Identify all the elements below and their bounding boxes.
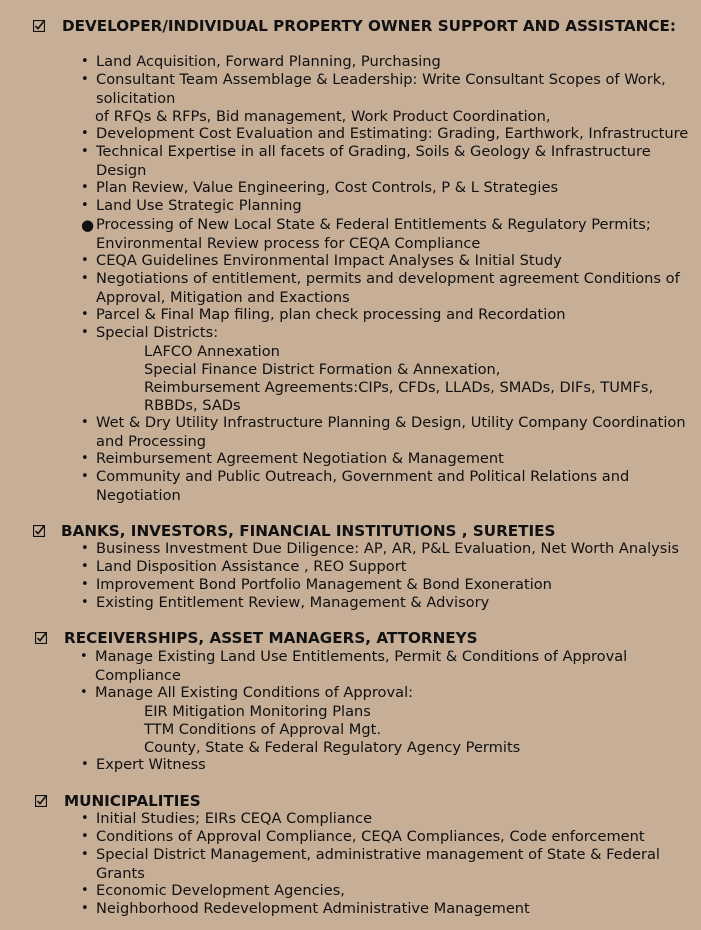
list-item-continuation: Grants	[96, 865, 145, 882]
list-item: Special Districts:	[96, 324, 219, 341]
bullet: •	[81, 253, 89, 268]
sub-item: TTM Conditions of Approval Mgt.	[144, 721, 381, 738]
bullet: •	[81, 451, 89, 466]
bullet: •	[81, 180, 89, 195]
list-item: Economic Development Agencies,	[96, 882, 345, 899]
bullet: •	[81, 559, 89, 574]
section-heading-developer: DEVELOPER/INDIVIDUAL PROPERTY OWNER SUPPORT AND ASSISTANCE:	[62, 17, 676, 35]
list-item-continuation: Approval, Mitigation and Exactions	[96, 289, 350, 306]
list-item: Land Acquisition, Forward Planning, Purchasing	[96, 53, 441, 70]
list-item-continuation: and Processing	[96, 433, 207, 450]
list-item-continuation: of RFQs & RFPs, Bid management, Work Product Coordination,	[95, 108, 551, 125]
bullet: •	[81, 847, 89, 862]
list-item: Development Cost Evaluation and Estimating: Grading, Earthwork, Infrastructure	[96, 125, 689, 142]
bullet: •	[81, 811, 89, 826]
bullet: •	[81, 126, 89, 141]
bullet: •	[81, 757, 89, 772]
list-item-continuation: Negotiation	[96, 487, 181, 504]
list-item: Technical Expertise in all facets of Grading, Soils & Geology & Infrastructure	[96, 143, 651, 160]
bullet: •	[81, 415, 89, 430]
bullet: •	[81, 577, 89, 592]
list-item: Conditions of Approval Compliance, CEQA Compliances, Code enforcement	[96, 828, 645, 845]
list-item-continuation: Design	[96, 162, 147, 179]
checkbox-icon	[35, 632, 47, 644]
bullet: •	[81, 901, 89, 916]
list-item: Land Use Strategic Planning	[96, 197, 302, 214]
section-heading-municipalities: MUNICIPALITIES	[64, 792, 201, 810]
list-item: Consultant Team Assemblage & Leadership: Write Consultant Scopes of Work,	[96, 71, 666, 88]
list-item: CEQA Guidelines Environmental Impact Analyses & Initial Study	[96, 252, 562, 269]
list-item: Reimbursement Agreement Negotiation & Management	[96, 450, 504, 467]
sub-item: LAFCO Annexation	[144, 343, 280, 360]
section-heading-receiverships: RECEIVERSHIPS, ASSET MANAGERS, ATTORNEYS	[64, 629, 478, 647]
list-item: Parcel & Final Map filing, plan check processing and Recordation	[96, 306, 566, 323]
bullet: •	[81, 541, 89, 556]
list-item: Improvement Bond Portfolio Management & Bond Exoneration	[96, 576, 552, 593]
list-item: Wet & Dry Utility Infrastructure Planning & Design, Utility Company Coordination	[96, 414, 686, 431]
bullet: •	[81, 271, 89, 286]
sub-item: Special Finance District Formation & Annexation,	[144, 361, 501, 378]
bullet: •	[80, 649, 88, 664]
bullet: •	[81, 325, 89, 340]
list-item-continuation: Environmental Review process for CEQA Compliance	[96, 235, 481, 252]
list-item: Special District Management, administrative management of State & Federal	[96, 846, 660, 863]
checkbox-icon	[33, 20, 45, 32]
list-item: Plan Review, Value Engineering, Cost Controls, P & L Strategies	[96, 179, 559, 196]
list-item: Business Investment Due Diligence: AP, AR, P&L Evaluation, Net Worth Analysis	[96, 540, 680, 557]
section-heading-banks: BANKS, INVESTORS, FINANCIAL INSTITUTIONS , SURETIES	[61, 522, 556, 540]
sub-item: County, State & Federal Regulatory Agency Permits	[144, 739, 521, 756]
list-item-continuation: Compliance	[95, 667, 181, 684]
checkbox-icon	[35, 795, 47, 807]
list-item: Negotiations of entitlement, permits and development agreement Conditions of	[96, 270, 680, 287]
bullet: ●	[81, 216, 95, 234]
sub-item: Reimbursement Agreements:CIPs, CFDs, LLADs, SMADs, DIFs, TUMFs,	[144, 379, 654, 396]
bullet: •	[81, 595, 89, 610]
list-item: Initial Studies; EIRs CEQA Compliance	[96, 810, 373, 827]
checkbox-icon	[33, 525, 45, 537]
list-item-continuation: solicitation	[96, 90, 176, 107]
list-item: Manage All Existing Conditions of Approval:	[95, 684, 414, 701]
bullet: •	[80, 685, 88, 700]
list-item: Processing of New Local State & Federal Entitlements & Regulatory Permits;	[96, 216, 651, 233]
list-item: Neighborhood Redevelopment Administrative Management	[96, 900, 530, 917]
list-item: Existing Entitlement Review, Management & Advisory	[96, 594, 490, 611]
list-item: Community and Public Outreach, Government and Political Relations and	[96, 468, 630, 485]
sub-item-continuation: RBBDs, SADs	[144, 397, 241, 414]
bullet: •	[81, 198, 89, 213]
bullet: •	[81, 307, 89, 322]
list-item: Expert Witness	[96, 756, 206, 773]
bullet: •	[81, 469, 89, 484]
bullet: •	[81, 883, 89, 898]
list-item: Land Disposition Assistance , REO Support	[96, 558, 407, 575]
bullet: •	[81, 829, 89, 844]
bullet: •	[81, 72, 89, 87]
bullet: •	[81, 144, 89, 159]
sub-item: EIR Mitigation Monitoring Plans	[144, 703, 371, 720]
list-item: Manage Existing Land Use Entitlements, Permit & Conditions of Approval	[95, 648, 628, 665]
bullet: •	[81, 54, 89, 69]
